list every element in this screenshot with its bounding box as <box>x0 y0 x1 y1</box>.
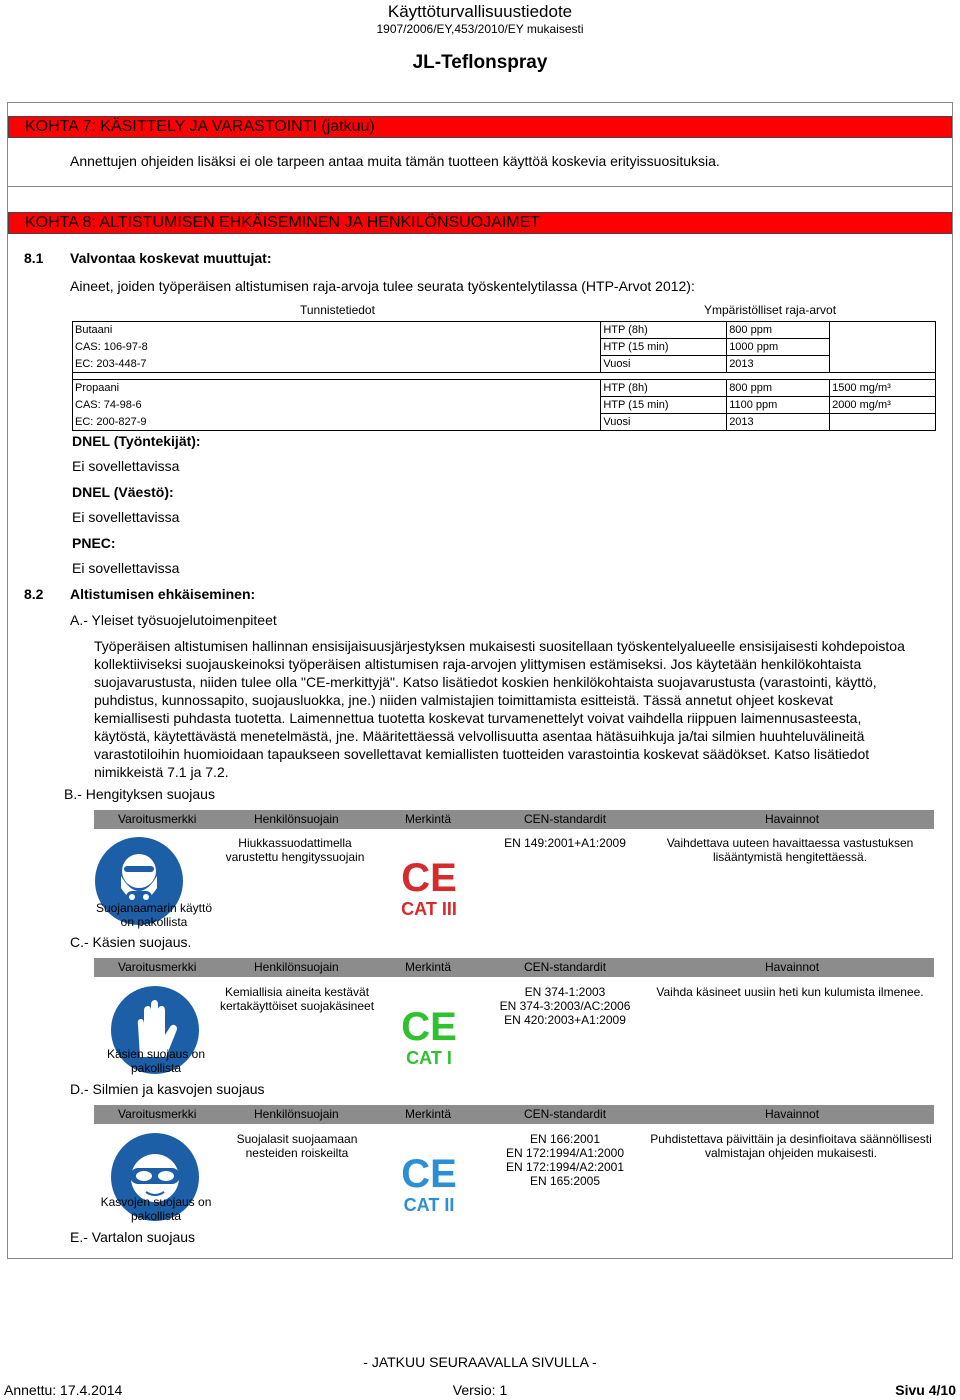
regulation-reference: 1907/2006/EY,453/2010/EY mukaisesti <box>376 22 584 36</box>
limits-table-header <box>70 300 936 320</box>
substance-cas: CAS: 106-97-8 <box>73 339 601 356</box>
hand-notes: Vaihda käsineet uusiin heti kun kulumista ilmenee. <box>656 985 924 999</box>
dnel-population-value: Ei sovellettavissa <box>72 509 180 525</box>
eye-notes: Puhdistettava päivittäin ja desinfioitava säännöllisesti valmistajan ohjeiden mukaisesti. <box>650 1132 932 1160</box>
text-line: kemiallisesti puhdasta tuotetta. Laimennettua tuotetta koskevat turvamenettelyt voivat vaihdella riippuen laimennusasteesta, <box>94 710 862 726</box>
text-line: käytöstä, käytettävästä menetelmästä, jne. Määritettäessä velvollisuutta asentaa hätäsuihkuja ja/tai silmien huuhteluvälineitä <box>94 728 865 744</box>
header-sign: Varoitusmerkki <box>118 960 197 974</box>
product-name: JL-Teflonspray <box>412 52 548 73</box>
limit-type: HTP (15 min) <box>601 397 727 414</box>
issued-date: Annettu: 17.4.2014 <box>4 1382 123 1398</box>
limit-value: 1100 ppm <box>727 397 830 414</box>
standard-item: EN 166:2001 <box>529 1132 601 1146</box>
ce-mark-icon <box>394 851 464 921</box>
svg-text:CE: CE <box>401 1005 457 1049</box>
substance-ec: EC: 203-448-7 <box>73 356 601 373</box>
limit-type: Vuosi <box>601 414 727 431</box>
marking-category: CAT I <box>406 1048 452 1068</box>
header-marking: Merkintä <box>405 812 452 826</box>
limit-type: HTP (8h) <box>601 322 727 339</box>
hand-sign-caption: Käsien suojaus on pakollista <box>106 1047 206 1075</box>
standard-item: EN 172:1994/A2:2001 <box>505 1160 625 1174</box>
header-equipment: Henkilönsuojain <box>254 812 339 826</box>
limit-mg: 1500 mg/m³ <box>830 380 936 397</box>
header-standards: CEN-standardit <box>524 960 607 974</box>
text-line: kollektiiviseksi suojauskeinoksi työperäisen altistumisen raja-arvojen ylittymisen estämiseksi. Jos käytetään henkilökohtaista <box>94 656 862 672</box>
page-number: Sivu 4/10 <box>895 1382 956 1398</box>
header-equipment: Henkilönsuojain <box>254 960 339 974</box>
limit-mg <box>830 414 936 431</box>
respiratory-title: B.- Hengityksen suojaus <box>64 786 215 802</box>
limit-value: 800 ppm <box>727 322 830 339</box>
s81-intro: Aineet, joiden työperäisen altistumisen raja-arvoja tulee seurata työskentelytilassa (HTP-Arvot 2012): <box>70 278 695 294</box>
general-measures-text <box>94 637 934 781</box>
eye-standards <box>490 1132 640 1188</box>
limit-value: 2013 <box>727 414 830 431</box>
limit-type: HTP (15 min) <box>601 339 727 356</box>
text-line: puhdistus, kunnossapito, suojausluokka, jne.) niiden valmistajien toimittamista esitteistä. Tässä annetut ohjeet koskevat <box>94 692 834 708</box>
limit-type: Vuosi <box>601 356 727 373</box>
header-sign: Varoitusmerkki <box>118 812 197 826</box>
header-sign: Varoitusmerkki <box>118 1107 197 1121</box>
limit-value: 1000 ppm <box>727 339 830 356</box>
respiratory-notes: Vaihdettava uuteen havaittaessa vastustuksen lisääntymistä hengitettäessä. <box>666 836 914 864</box>
section8-bar <box>8 212 952 234</box>
limit-value: 800 ppm <box>727 380 830 397</box>
version: Versio: 1 <box>452 1382 508 1398</box>
text-line: varastotiloihin huomioidaan tapaukseen sovellettavat kemiallisten tuotteiden varastointia koskevat säädökset. Katso lisätiedot <box>94 746 870 762</box>
limit-value: 2013 <box>727 356 830 373</box>
header-equipment: Henkilönsuojain <box>254 1107 339 1121</box>
limit-type: HTP (8h) <box>601 380 727 397</box>
body-title: E.- Vartalon suojaus <box>70 1229 196 1245</box>
table-row <box>73 322 936 339</box>
text-line: suojavarustusta, niiden tulee olla "CE-merkittyjä". Katso lisätiedot koskien henkilökohtaista suojavarustusta (varastointi, käyttö, <box>94 674 877 690</box>
dnel-workers-value: Ei sovellettavissa <box>72 458 180 474</box>
standard-item: EN 374-1:2003 <box>524 985 606 999</box>
table-row <box>73 380 936 397</box>
marking-category: CAT III <box>401 899 457 919</box>
limit-mg: 2000 mg/m³ <box>830 397 936 414</box>
ce-mark-icon <box>394 1147 464 1217</box>
header-notes: Havainnot <box>765 1107 820 1121</box>
respiratory-standards: EN 149:2001+A1:2009 <box>504 836 626 850</box>
dnel-population-label: DNEL (Väestö): <box>72 484 174 500</box>
substance-ec: EC: 200-827-9 <box>73 414 601 431</box>
text-line: nimikkeistä 7.1 ja 7.2. <box>94 764 229 780</box>
section7-text: Annettujen ohjeiden lisäksi ei ole tarpeen antaa muita tämän tuotteen käyttöä koskevia erityissuosituksia. <box>70 153 720 169</box>
table-row <box>73 339 936 356</box>
dnel-workers-label: DNEL (Työntekijät): <box>72 433 201 449</box>
s82-number: 8.2 <box>24 586 44 602</box>
general-measures-title: A.- Yleiset työsuojelutoimenpiteet <box>70 612 277 628</box>
eye-equipment: Suojalasit suojaamaan nesteiden roiskeilta <box>236 1132 358 1160</box>
standard-item: EN 172:1994/A1:2000 <box>505 1146 625 1160</box>
standard-item: EN 165:2005 <box>529 1174 601 1188</box>
limit-mg <box>830 339 936 356</box>
pnec-value: Ei sovellettavissa <box>72 560 180 576</box>
svg-text:CE: CE <box>401 1152 457 1196</box>
substance-cas: CAS: 74-98-6 <box>73 397 601 414</box>
header-notes: Havainnot <box>765 812 820 826</box>
s82-title: Altistumisen ehkäiseminen: <box>70 586 256 602</box>
s81-title: Valvontaa koskevat muuttujat: <box>70 250 272 266</box>
section8-title: KOHTA 8: ALTISTUMISEN EHKÄISEMINEN JA HENKILÖNSUOJAIMET <box>25 214 541 231</box>
standard-item: EN 420:2003+A1:2009 <box>504 1013 626 1027</box>
s81-number: 8.1 <box>24 250 44 266</box>
marking-category: CAT II <box>403 1195 455 1215</box>
col-limits: Ympäristölliset raja-arvot <box>704 303 837 317</box>
substance-name: Butaani <box>73 322 601 339</box>
section7-title: KOHTA 7: KÄSITTELY JA VARASTOINTI (jatkuu) <box>25 118 375 135</box>
hand-standards <box>490 985 640 1027</box>
document-title: Käyttöturvallisuustiedote <box>387 2 573 21</box>
table-row <box>73 414 936 431</box>
ppe-header-respiratory <box>94 810 934 829</box>
respiratory-equipment: Hiukkassuodattimella varustettu hengityssuojain <box>225 836 365 864</box>
section7-bar <box>8 116 952 138</box>
svg-text:CE: CE <box>401 856 457 900</box>
divider <box>8 186 952 187</box>
substance-name: Propaani <box>73 380 601 397</box>
table-row <box>73 356 936 373</box>
hand-equipment: Kemiallisia aineita kestävät kertakäyttöiset suojakäsineet <box>219 985 375 1013</box>
hand-title: C.- Käsien suojaus. <box>70 934 192 950</box>
eye-title: D.- Silmien ja kasvojen suojaus <box>70 1081 265 1097</box>
ce-mark-icon <box>394 1000 464 1070</box>
header-standards: CEN-standardit <box>524 812 607 826</box>
header-notes: Havainnot <box>765 960 820 974</box>
table-row <box>73 397 936 414</box>
ppe-header-eyes <box>94 1105 934 1124</box>
text-line: Työperäisen altistumisen hallinnan ensisijaisuusjärjestyksen mukaisesti suositellaan työskentelyalueelle ensisijaisesti kohdepoistoa <box>94 638 905 654</box>
pnec-label: PNEC: <box>72 535 116 551</box>
ppe-header-hands <box>94 958 934 977</box>
limits-table <box>72 321 936 431</box>
eye-sign-caption: Kasvojen suojaus on pakollista <box>100 1195 212 1223</box>
header-marking: Merkintä <box>405 960 452 974</box>
continued-note: - JATKUU SEURAAVALLA SIVULLA - <box>363 1354 597 1370</box>
col-identifiers: Tunnistetiedot <box>300 303 375 317</box>
header-marking: Merkintä <box>405 1107 452 1121</box>
limit-mg <box>830 356 936 373</box>
standard-item: EN 374-3:2003/AC:2006 <box>499 999 631 1013</box>
respiratory-sign-caption: Suojanaamarin käyttö on pakollista <box>95 901 213 929</box>
header-standards: CEN-standardit <box>524 1107 607 1121</box>
limit-mg <box>830 322 936 339</box>
